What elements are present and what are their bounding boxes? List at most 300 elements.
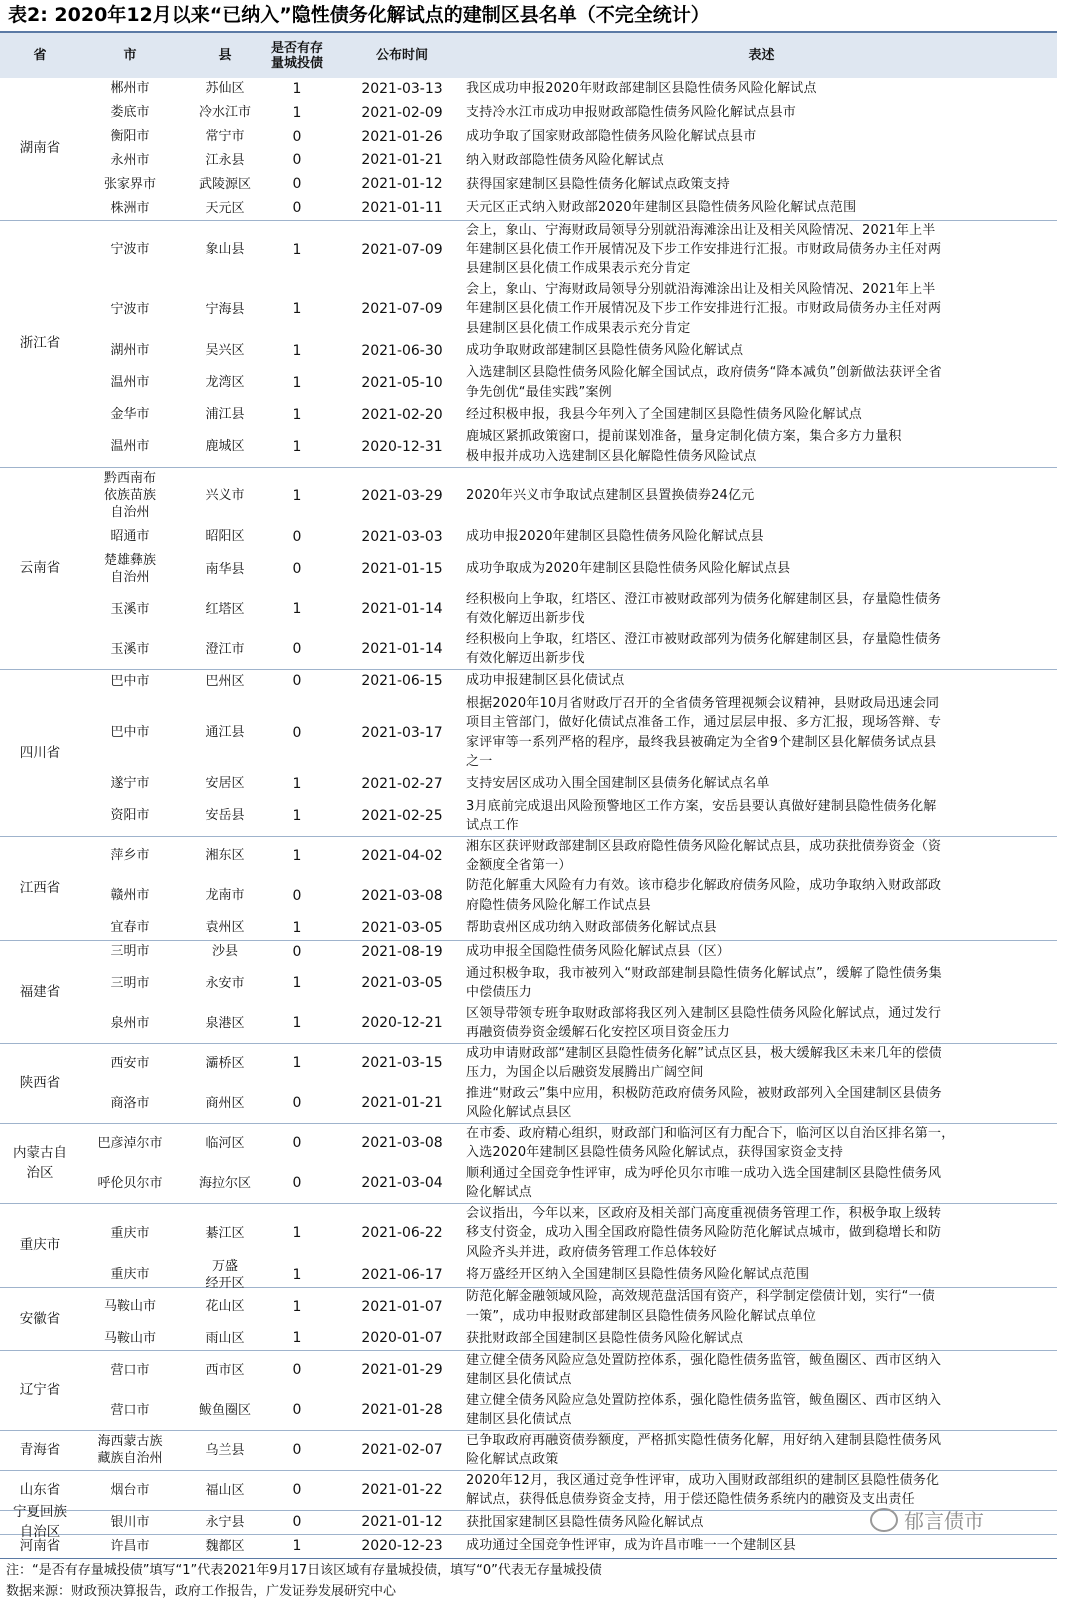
county-cell: 湘东区 <box>205 848 245 864</box>
city-cell: 海西蒙古族 藏族自治州 <box>97 1434 163 1467</box>
province-group <box>0 1534 1057 1559</box>
flag-cell: 0 <box>292 724 302 741</box>
county-cell: 南华县 <box>205 561 245 577</box>
province-group <box>0 1287 1057 1352</box>
province-cell: 山东省 <box>19 1482 61 1499</box>
date-cell: 2021-03-15 <box>361 1055 443 1072</box>
flag-cell: 1 <box>292 775 302 792</box>
date-cell: 2021-04-02 <box>361 847 443 864</box>
county-cell: 泉港区 <box>205 1015 245 1031</box>
description-line: 成功申报全国隐性债务风险化解试点县（区） <box>466 943 731 959</box>
table-row <box>80 363 1057 403</box>
table-row <box>80 427 1057 467</box>
table-row <box>80 796 1057 836</box>
city-cell: 楚雄彝族 自治州 <box>103 553 156 586</box>
flag-cell: 0 <box>292 1482 302 1499</box>
city-cell: 株洲市 <box>110 200 150 216</box>
description-cell <box>466 467 1054 526</box>
province-cell: 青海省 <box>19 1442 61 1459</box>
city-cell: 宜春市 <box>110 920 150 936</box>
header-description: 表述 <box>748 48 775 63</box>
description-line: 天元区正式纳入财政部2020年建制区县隐性债务风险化解试点范围 <box>466 200 857 216</box>
flag-cell: 1 <box>292 1225 302 1242</box>
county-cell: 灞桥区 <box>205 1055 245 1071</box>
province-group <box>0 1430 1057 1471</box>
date-cell: 2020-01-07 <box>361 1330 443 1347</box>
description-line: 鹿城区紧抓政策窗口，提前谋划准备，量身定制化债方案，集合多方力量积 <box>466 429 902 445</box>
flag-cell: 1 <box>292 1266 302 1283</box>
table-row <box>80 629 1057 669</box>
province-group <box>0 1203 1057 1291</box>
date-cell: 2021-03-13 <box>361 80 443 97</box>
description-line: 获得国家建制区县隐性债务化解试点政策支持 <box>466 176 731 192</box>
description-line: 府隐性债务风险化解工作试点县 <box>466 897 651 913</box>
description-line: 建制区县化债试点 <box>466 1412 572 1428</box>
description-line: 项目主管部门，做好化债试点准备工作，通过层层申报、多方汇报，现场答辩、专 <box>466 715 942 731</box>
description-line: 极申报并成功入选建制区县化解隐性债务风险试点 <box>466 448 757 464</box>
description-line: 成功争取成为2020年建制区县隐性债务风险化解试点县 <box>466 561 791 577</box>
city-cell: 衡阳市 <box>110 129 150 145</box>
description-line: 湘东区获评财政部建制区县政府隐性债务风险化解试点县，成功获批债券资金（资 <box>466 838 942 854</box>
table-row <box>80 916 1057 940</box>
city-cell: 巴中市 <box>110 725 150 741</box>
province-group <box>0 669 1057 837</box>
description-line: 有效化解迈出新步伐 <box>466 611 585 627</box>
county-cell: 天元区 <box>205 200 245 216</box>
description-cell <box>466 693 1054 772</box>
date-cell: 2021-07-09 <box>361 301 443 318</box>
description-line: 成功申报2020年建制区县隐性债务风险化解试点县 <box>466 529 764 545</box>
description-cell <box>466 1534 1054 1558</box>
province-cell: 福建省 <box>19 983 61 1000</box>
description-cell <box>466 1203 1054 1262</box>
header-flag: 是否有存 量城投债 <box>270 40 323 71</box>
county-cell: 鲅鱼圈区 <box>198 1402 251 1418</box>
flag-cell: 0 <box>292 1514 302 1531</box>
county-cell: 宁海县 <box>205 301 245 317</box>
date-cell: 2021-03-05 <box>361 975 443 992</box>
province-group <box>0 1043 1057 1124</box>
county-cell: 沙县 <box>211 944 238 960</box>
description-line: 成功争取财政部建制区县隐性债务风险化解试点 <box>466 343 744 359</box>
date-cell: 2021-01-22 <box>361 1482 443 1499</box>
description-cell <box>466 1043 1054 1083</box>
county-cell: 吴兴区 <box>205 343 245 359</box>
description-cell <box>466 1263 1054 1287</box>
table-row <box>80 1430 1057 1470</box>
description-line: 2020年兴义市争取试点建制区县置换债券24亿元 <box>466 488 755 504</box>
city-cell: 温州市 <box>110 375 150 391</box>
city-cell: 永州市 <box>110 152 150 168</box>
table-row <box>80 1350 1057 1390</box>
table-row <box>80 1163 1057 1203</box>
description-cell <box>466 525 1054 549</box>
province-group <box>0 467 1057 671</box>
flag-cell: 0 <box>292 176 302 193</box>
flag-cell: 1 <box>292 975 302 992</box>
date-cell: 2020-12-23 <box>361 1538 443 1555</box>
date-cell: 2021-03-04 <box>361 1175 443 1192</box>
city-cell: 三明市 <box>110 944 150 960</box>
flag-cell: 1 <box>292 601 302 618</box>
date-cell: 2021-01-15 <box>361 561 443 578</box>
province-cell: 江西省 <box>19 879 61 896</box>
description-line: 我区成功申报2020年财政部建制区县隐性债务风险化解试点 <box>466 81 817 97</box>
date-cell: 2021-06-22 <box>361 1225 443 1242</box>
flag-cell: 0 <box>292 200 302 217</box>
date-cell: 2021-06-17 <box>361 1266 443 1283</box>
date-cell: 2021-06-30 <box>361 342 443 359</box>
watermark <box>870 1505 984 1534</box>
data-source: 数据来源：财政预决算报告，政府工作报告，广发证券发展研究中心 <box>6 1584 397 1599</box>
description-cell <box>466 963 1054 1003</box>
city-cell: 巴彦淖尔市 <box>97 1135 163 1151</box>
description-cell <box>466 876 1054 916</box>
table-note: 注：“是否有存量城投债”填写“1”代表2021年9月17日该区域有存量城投债，填写“0”代表无存量城投债 <box>6 1563 602 1578</box>
city-cell: 温州市 <box>110 439 150 454</box>
header-city: 市 <box>123 48 137 63</box>
description-line: 险化解试点政策 <box>466 1452 559 1468</box>
description-cell <box>466 1003 1054 1043</box>
description-line: 获批国家建制区县隐性债务风险化解试点 <box>466 1514 704 1530</box>
table-row <box>80 669 1057 693</box>
county-cell: 永宁县 <box>205 1514 245 1530</box>
description-line: 压力，为国企以后融资发展腾出广阔空间 <box>466 1065 704 1081</box>
province-cell: 云南省 <box>19 559 61 576</box>
description-line: 成功申报建制区县化债试点 <box>466 673 625 689</box>
flag-cell: 0 <box>292 887 302 904</box>
table-row <box>80 963 1057 1003</box>
date-cell: 2021-03-03 <box>361 528 443 545</box>
city-cell: 银川市 <box>110 1514 150 1530</box>
date-cell: 2021-01-21 <box>361 152 443 169</box>
table-row <box>80 589 1057 629</box>
table-row <box>80 1287 1057 1327</box>
date-cell: 2021-05-10 <box>361 374 443 391</box>
description-line: 有效化解迈出新步伐 <box>466 651 585 667</box>
description-cell <box>466 772 1054 796</box>
county-cell: 安岳县 <box>205 808 245 824</box>
table-row <box>80 101 1057 125</box>
date-cell: 2021-06-15 <box>361 673 443 690</box>
table-row <box>80 1258 1057 1291</box>
date-cell: 2021-02-25 <box>361 807 443 824</box>
county-cell: 海拉尔区 <box>198 1175 251 1191</box>
flag-cell: 0 <box>292 528 302 545</box>
header-province: 省 <box>33 48 47 63</box>
description-line: 县建制区县化债工作成果表示充分肯定 <box>466 261 691 277</box>
date-cell: 2021-01-29 <box>361 1362 443 1379</box>
table-row <box>80 403 1057 427</box>
province-cell: 浙江省 <box>19 335 61 352</box>
city-cell: 重庆市 <box>110 1267 150 1283</box>
flag-cell: 0 <box>292 673 302 690</box>
description-line: 将万盛经开区纳入全国建制区县隐性债务风险化解试点范围 <box>466 1267 810 1283</box>
county-cell: 鹿城区 <box>205 439 245 454</box>
flag-cell: 0 <box>292 1135 302 1152</box>
description-line: 建立健全债务风险应急处置防控体系，强化隐性债务监管，鲅鱼圈区、西市区纳入 <box>466 1353 942 1369</box>
province-cell: 辽宁省 <box>19 1382 61 1399</box>
date-cell: 2020-12-31 <box>361 438 443 455</box>
table-row <box>80 772 1057 796</box>
description-cell <box>466 940 1054 964</box>
city-cell: 湖州市 <box>110 343 150 359</box>
description-cell <box>466 549 1054 589</box>
county-cell: 江永县 <box>205 152 245 168</box>
county-cell: 常宁市 <box>205 129 245 145</box>
description-line: 区领导带领专班争取财政部将我区列入建制区县隐性债务风险化解试点，通过发行 <box>466 1006 942 1022</box>
description-cell <box>466 403 1054 427</box>
date-cell: 2021-01-14 <box>361 601 443 618</box>
description-cell <box>466 1163 1054 1203</box>
table-row <box>80 1043 1057 1083</box>
table-row <box>80 1327 1057 1351</box>
flag-cell: 1 <box>292 374 302 391</box>
table-row <box>80 467 1057 526</box>
description-line: 建制区县化债试点 <box>466 1372 572 1388</box>
county-cell: 澄江市 <box>205 641 245 657</box>
date-cell: 2021-01-21 <box>361 1095 443 1112</box>
province-group <box>0 940 1057 1045</box>
province-group <box>0 836 1057 941</box>
description-cell <box>466 669 1054 693</box>
description-line: 入选2020年建制区县隐性债务风险化解试点，获得国家资金支持 <box>466 1145 844 1161</box>
city-cell: 萍乡市 <box>110 848 150 864</box>
province-cell: 内蒙古自 治区 <box>13 1145 67 1182</box>
table-row <box>80 1003 1057 1043</box>
flag-cell: 1 <box>292 301 302 318</box>
table-row <box>80 1123 1057 1163</box>
description-line: 风险齐头并进，政府债务管理工作总体较好 <box>466 1244 717 1260</box>
flag-cell: 1 <box>292 342 302 359</box>
date-cell: 2021-03-08 <box>361 1135 443 1152</box>
description-cell <box>466 220 1054 279</box>
description-line: 在市委、政府精心组织，财政部门和临河区有力配合下，临河区以自治区排名第一， <box>466 1126 955 1142</box>
flag-cell: 1 <box>292 1538 302 1555</box>
date-cell: 2021-02-09 <box>361 104 443 121</box>
table-row <box>80 1083 1057 1123</box>
table-row <box>80 1390 1057 1430</box>
county-cell: 临河区 <box>205 1135 245 1151</box>
description-line: 通过积极争取，我市被列入“财政部建制县隐性债务化解试点”，缓解了隐性债务集 <box>466 966 942 982</box>
description-line: 已争取政府再融资债券额度，严格抓实隐性债务化解，用好纳入建制县隐性债务风 <box>466 1433 942 1449</box>
description-cell <box>466 796 1054 836</box>
table-row <box>80 220 1057 279</box>
description-cell <box>466 77 1054 101</box>
city-cell: 宁波市 <box>110 242 150 258</box>
description-line: 险化解试点 <box>466 1185 533 1201</box>
date-cell: 2021-03-05 <box>361 919 443 936</box>
flag-cell: 1 <box>292 80 302 97</box>
description-cell <box>466 1390 1054 1430</box>
description-line: 会上，象山、宁海财政局领导分别就沿海滩涂出让及相关风险情况、2021年上半 <box>466 282 936 298</box>
description-line: 之一 <box>466 753 493 769</box>
county-cell: 雨山区 <box>205 1330 245 1346</box>
watermark-text: 郁言债市 <box>904 1509 984 1533</box>
city-cell: 娄底市 <box>110 105 150 121</box>
county-cell: 龙湾区 <box>205 375 245 391</box>
description-line: 县建制区县化债工作成果表示充分肯定 <box>466 320 691 336</box>
province-group <box>0 1123 1057 1204</box>
flag-cell: 0 <box>292 1442 302 1459</box>
county-cell: 袁州区 <box>205 920 245 936</box>
city-cell: 呼伦贝尔市 <box>97 1175 163 1191</box>
description-cell <box>466 363 1054 403</box>
description-line: 再融资债券资金缓解石化安控区项目资金压力 <box>466 1025 731 1041</box>
wechat-icon <box>870 1508 898 1532</box>
table-row <box>80 836 1057 876</box>
description-line: 年建制区县化债工作开展情况及下步工作安排进行汇报。市财政局债务办主任对两 <box>466 242 942 258</box>
city-cell: 遂宁市 <box>110 776 150 792</box>
county-cell: 通江县 <box>205 725 245 741</box>
description-line: 支持安居区成功入围全国建制区县债务化解试点名单 <box>466 776 770 792</box>
city-cell: 泉州市 <box>110 1015 150 1031</box>
county-cell: 乌兰县 <box>205 1442 245 1458</box>
description-cell <box>466 1350 1054 1390</box>
flag-cell: 0 <box>292 1095 302 1112</box>
date-cell: 2021-01-28 <box>361 1402 443 1419</box>
county-cell: 巴州区 <box>205 673 245 689</box>
table-row <box>80 148 1057 172</box>
county-cell: 龙南市 <box>205 888 245 904</box>
description-line: 成功通过全国竞争性评审，成为许昌市唯一一个建制区县 <box>466 1538 797 1554</box>
county-cell: 浦江县 <box>205 407 245 423</box>
description-cell <box>466 589 1054 629</box>
table-row <box>80 940 1057 964</box>
province-cell: 河南省 <box>19 1538 61 1555</box>
flag-cell: 1 <box>292 1055 302 1072</box>
province-cell: 湖南省 <box>19 140 61 157</box>
county-cell: 安居区 <box>205 776 245 792</box>
description-cell <box>466 427 1054 467</box>
table-header <box>0 31 1057 78</box>
flag-cell: 0 <box>292 943 302 960</box>
flag-cell: 1 <box>292 104 302 121</box>
city-cell: 黔西南布 依族苗族 自治州 <box>103 471 156 521</box>
description-cell <box>466 339 1054 363</box>
table-row <box>80 549 1057 589</box>
description-line: 3月底前完成退出风险预警地区工作方案，安岳县要认真做好建制县隐性债务化解 <box>466 798 937 814</box>
description-line: 纳入财政部隐性债务风险化解试点 <box>466 152 665 168</box>
province-group <box>0 77 1057 221</box>
description-line: 入选建制区县隐性债务风险化解全国试点，政府债务“降本减负”创新做法获评全省 <box>466 365 942 381</box>
description-line: 会上，象山、宁海财政局领导分别就沿海滩涂出让及相关风险情况、2021年上半 <box>466 222 936 238</box>
flag-cell: 0 <box>292 152 302 169</box>
county-cell: 永安市 <box>205 975 245 991</box>
description-line: 年建制区县化债工作开展情况及下步工作安排进行汇报。市财政局债务办主任对两 <box>466 301 942 317</box>
table-title: 表2: 2020年12月以来“已纳入”隐性债务化解试点的建制区县名单（不完全统计） <box>8 4 710 26</box>
flag-cell: 0 <box>292 561 302 578</box>
date-cell: 2021-01-07 <box>361 1298 443 1315</box>
county-cell: 象山县 <box>205 242 245 258</box>
county-cell: 苏仙区 <box>205 81 245 97</box>
flag-cell: 1 <box>292 807 302 824</box>
description-cell <box>466 629 1054 669</box>
description-line: 顺利通过全国竞争性评审，成为呼伦贝尔市唯一成功入选全国建制区县隐性债务风 <box>466 1166 942 1182</box>
description-cell <box>466 148 1054 172</box>
county-cell: 武陵源区 <box>198 176 251 192</box>
description-line: 金额度全省第一） <box>466 857 572 873</box>
table-row <box>80 196 1057 220</box>
description-line: 中偿债压力 <box>466 985 533 1001</box>
description-line: 防范化解重大风险有力有效。该市稳步化解政府债务风险，成功争取纳入财政部政 <box>466 878 942 894</box>
description-line: 一策”，成功申报财政部建制区县隐性债务风险化解试点单位 <box>466 1308 817 1324</box>
date-cell: 2021-03-29 <box>361 487 443 504</box>
description-line: 解试点，获得低息债券资金支持，用于偿还隐性债务系统内的融资及支出责任 <box>466 1492 915 1508</box>
county-cell: 商州区 <box>205 1095 245 1111</box>
description-line: 移支付资金，成功入围全国政府隐性债务风险防范化解试点城市，做到稳增长和防 <box>466 1225 942 1241</box>
description-cell <box>466 196 1054 220</box>
description-line: 推进“财政云”集中应用，积极防范政府债务风险，被财政部列入全国建制区县债务 <box>466 1086 942 1102</box>
city-cell: 许昌市 <box>110 1538 150 1554</box>
description-line: 2020年12月，我区通过竞争性评审，成功入围财政部组织的建制区县隐性债务化 <box>466 1473 940 1489</box>
city-cell: 西安市 <box>110 1055 150 1071</box>
province-cell: 陕西省 <box>19 1075 61 1092</box>
description-cell <box>466 916 1054 940</box>
description-line: 家评审等一系列严格的程序，最终我县被确定为全省9个建制区县化解债务试点县 <box>466 734 937 750</box>
city-cell: 昭通市 <box>110 529 150 545</box>
date-cell: 2021-01-11 <box>361 200 443 217</box>
date-cell: 2021-03-17 <box>361 724 443 741</box>
description-line: 经积极向上争取，红塔区、澄江市被财政部列为债务化解建制区县，存量隐性债务 <box>466 631 942 647</box>
flag-cell: 1 <box>292 438 302 455</box>
table-row <box>80 525 1057 549</box>
header-county: 县 <box>218 48 232 63</box>
date-cell: 2021-02-27 <box>361 775 443 792</box>
city-cell: 营口市 <box>110 1402 150 1418</box>
description-line: 获批财政部全国建制区县隐性债务风险化解试点 <box>466 1330 744 1346</box>
city-cell: 烟台市 <box>110 1482 150 1498</box>
date-cell: 2021-07-09 <box>361 241 443 258</box>
date-cell: 2021-01-12 <box>361 176 443 193</box>
county-cell: 红塔区 <box>205 601 245 617</box>
county-cell: 万盛 经开区 <box>205 1258 245 1291</box>
county-cell: 冷水江市 <box>198 105 251 121</box>
table-row <box>80 172 1057 196</box>
table-row <box>80 1203 1057 1262</box>
city-cell: 宁波市 <box>110 301 150 317</box>
city-cell: 金华市 <box>110 407 150 423</box>
province-cell: 四川省 <box>19 744 61 761</box>
city-cell: 郴州市 <box>110 81 150 97</box>
description-cell <box>466 1287 1054 1327</box>
description-cell <box>466 1123 1054 1163</box>
date-cell: 2021-02-20 <box>361 406 443 423</box>
description-cell <box>466 172 1054 196</box>
flag-cell: 0 <box>292 1362 302 1379</box>
description-line: 经积极向上争取，红塔区、澄江市被财政部列为债务化解建制区县，存量隐性债务 <box>466 591 942 607</box>
table-body <box>0 77 1057 1558</box>
flag-cell: 1 <box>292 1298 302 1315</box>
city-cell: 赣州市 <box>110 888 150 904</box>
description-line: 帮助袁州区成功纳入财政部债务化解试点县 <box>466 920 717 936</box>
flag-cell: 1 <box>292 406 302 423</box>
flag-cell: 0 <box>292 1175 302 1192</box>
province-group <box>0 220 1057 468</box>
description-line: 成功争取了国家财政部隐性债务风险化解试点县市 <box>466 128 757 144</box>
city-cell: 玉溪市 <box>110 601 150 617</box>
county-cell: 兴义市 <box>205 488 245 504</box>
flag-cell: 0 <box>292 641 302 658</box>
date-cell: 2021-01-14 <box>361 641 443 658</box>
city-cell: 巴中市 <box>110 673 150 689</box>
flag-cell: 1 <box>292 241 302 258</box>
table-row <box>80 279 1057 338</box>
date-cell: 2021-01-26 <box>361 128 443 145</box>
table-row <box>80 125 1057 149</box>
description-line: 防范化解金融领域风险，高效规范盘活国有资产，科学制定偿债计划，实行“一债 <box>466 1289 935 1305</box>
description-line: 经过积极申报，我县今年列入了全国建制区县隐性债务风险化解试点 <box>466 406 863 422</box>
